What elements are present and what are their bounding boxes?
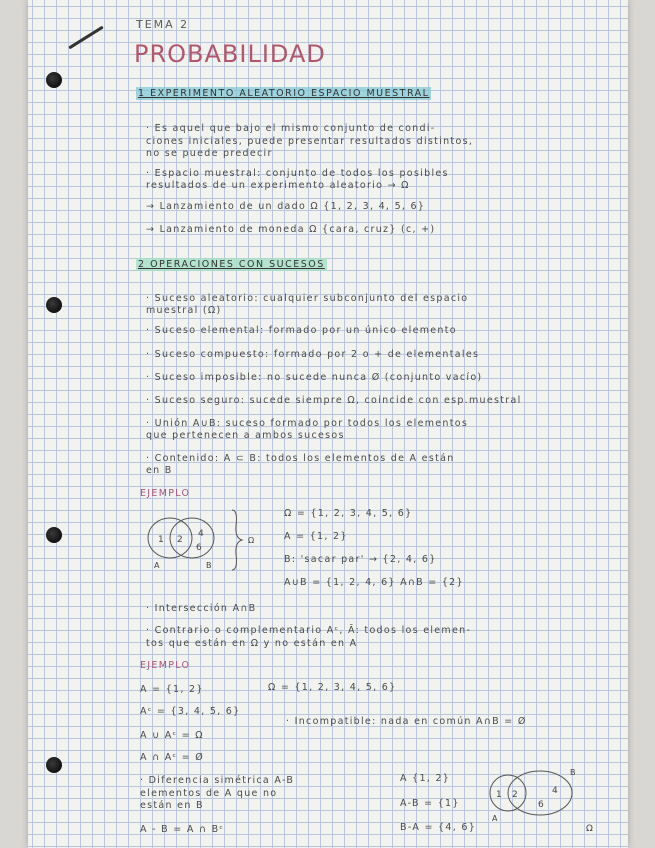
ej1-line-1: A = {1, 2} — [284, 531, 348, 542]
ej1-line-3: A∪B = {1, 2, 4, 6} A∩B = {2} — [284, 577, 464, 588]
s1-line-1: ciones iniciales, puede presentar resultados distintos, — [146, 136, 474, 147]
pencil-mark — [68, 26, 104, 50]
ej2-union: A ∪ Aᶜ = Ω — [140, 730, 204, 741]
dif-set-2: B-A = {4, 6} — [400, 822, 477, 833]
ej1-line-2: B: 'sacar par' → {2, 4, 6} — [284, 554, 437, 565]
venn1-brace — [232, 510, 242, 570]
dif-formula: A - B = A ∩ Bᶜ — [140, 824, 225, 835]
venn2-n2: 2 — [512, 790, 518, 800]
ej2-incompatible: · Incompatible: nada en común A∩B = Ø — [286, 716, 527, 727]
ej2-a: A = {1, 2} — [140, 684, 204, 695]
s2-line-2: · Suceso elemental: formado por un único elemento — [146, 325, 457, 336]
binder-hole-icon — [46, 757, 62, 773]
s2-line-0: · Suceso aleatorio: cualquier subconjunto del espacio — [146, 293, 469, 304]
venn1-label-b: B — [206, 561, 212, 570]
tema-label: TEMA 2 — [136, 18, 190, 31]
s1-line-3: · Espacio muestral: conjunto de todos los posibles — [146, 168, 449, 179]
ejemplo2-label: EJEMPLO — [140, 660, 191, 671]
venn2-label-a: A — [492, 814, 498, 823]
section1-heading-text: 1 EXPERIMENTO ALEATORIO ESPACIO MUESTRAL — [138, 88, 430, 99]
ejemplo-label: EJEMPLO — [140, 488, 191, 499]
dif-set-0: A {1, 2} — [400, 773, 451, 784]
s1-line-2: no se puede predecir — [146, 148, 273, 159]
ej2-omega: Ω = {1, 2, 3, 4, 5, 6} — [268, 682, 397, 693]
section1-heading — [136, 88, 431, 99]
s1-line-0: · Es aquel que bajo el mismo conjunto de condi- — [146, 123, 436, 134]
dif-set-1: A-B = {1} — [400, 798, 460, 809]
notebook-page — [28, 0, 628, 848]
binder-hole-icon — [46, 297, 62, 313]
venn1-n4: 4 — [198, 529, 204, 539]
venn2-n4: 4 — [552, 786, 558, 796]
venn2-label-b: B — [570, 768, 576, 777]
s2-line-1: muestral (Ω) — [146, 305, 222, 316]
venn1-n1: 1 — [158, 535, 164, 545]
section2-heading-text: 2 OPERACIONES CON SUCESOS — [138, 259, 325, 270]
ej2-inter: A ∩ Aᶜ = Ø — [140, 752, 204, 763]
s2-line-6: · Unión A∪B: suceso formado por todos los elementos — [146, 418, 469, 429]
venn2-n6: 6 — [538, 800, 544, 810]
s2-line-8: · Contenido: A ⊂ B: todos los elementos de A están — [146, 453, 455, 464]
s2-line-4: · Suceso imposible: no sucede nunca Ø (conjunto vacío) — [146, 372, 483, 383]
venn1-omega: Ω — [248, 536, 255, 545]
s2-line-3: · Suceso compuesto: formado por 2 o + de elementales — [146, 349, 480, 360]
s2b-line-1: · Contrario o complementario Aᶜ, Ā: todos los elemen- — [146, 625, 472, 636]
page-title: PROBABILIDAD — [134, 40, 326, 68]
venn2-omega: Ω — [586, 824, 593, 834]
binder-hole-icon — [46, 527, 62, 543]
s1-line-6: → Lanzamiento de moneda Ω {cara, cruz} (c, +) — [146, 224, 436, 235]
s2-line-5: · Suceso seguro: sucede siempre Ω, coincide con esp.muestral — [146, 395, 522, 406]
venn1-n6: 6 — [196, 543, 202, 553]
section2-heading — [136, 259, 327, 270]
dif-line-2: están en B — [140, 800, 204, 811]
s2-line-9: en B — [146, 465, 173, 476]
venn2-n1: 1 — [496, 790, 502, 800]
s2-line-7: que pertenecen a ambos sucesos — [146, 430, 345, 441]
s2b-line-2: tos que están en Ω y no están en A — [146, 638, 358, 649]
venn-diagram-1 — [136, 508, 276, 580]
venn1-n2: 2 — [177, 535, 183, 545]
venn1-label-a: A — [154, 561, 160, 570]
binder-hole-icon — [46, 72, 62, 88]
s2b-line-0: · Intersección A∩B — [146, 603, 257, 614]
ej1-line-0: Ω = {1, 2, 3, 4, 5, 6} — [284, 508, 413, 519]
dif-line-0: · Diferencia simétrica A-B — [140, 775, 295, 786]
venn-diagram-2 — [480, 765, 600, 845]
s1-line-4: resultados de un experimento aleatorio → Ω — [146, 180, 410, 191]
ej2-ac: Aᶜ = {3, 4, 5, 6} — [140, 706, 241, 717]
dif-line-1: elementos de A que no — [140, 788, 278, 799]
s1-line-5: → Lanzamiento de un dado Ω {1, 2, 3, 4, 5, 6} — [146, 201, 426, 212]
